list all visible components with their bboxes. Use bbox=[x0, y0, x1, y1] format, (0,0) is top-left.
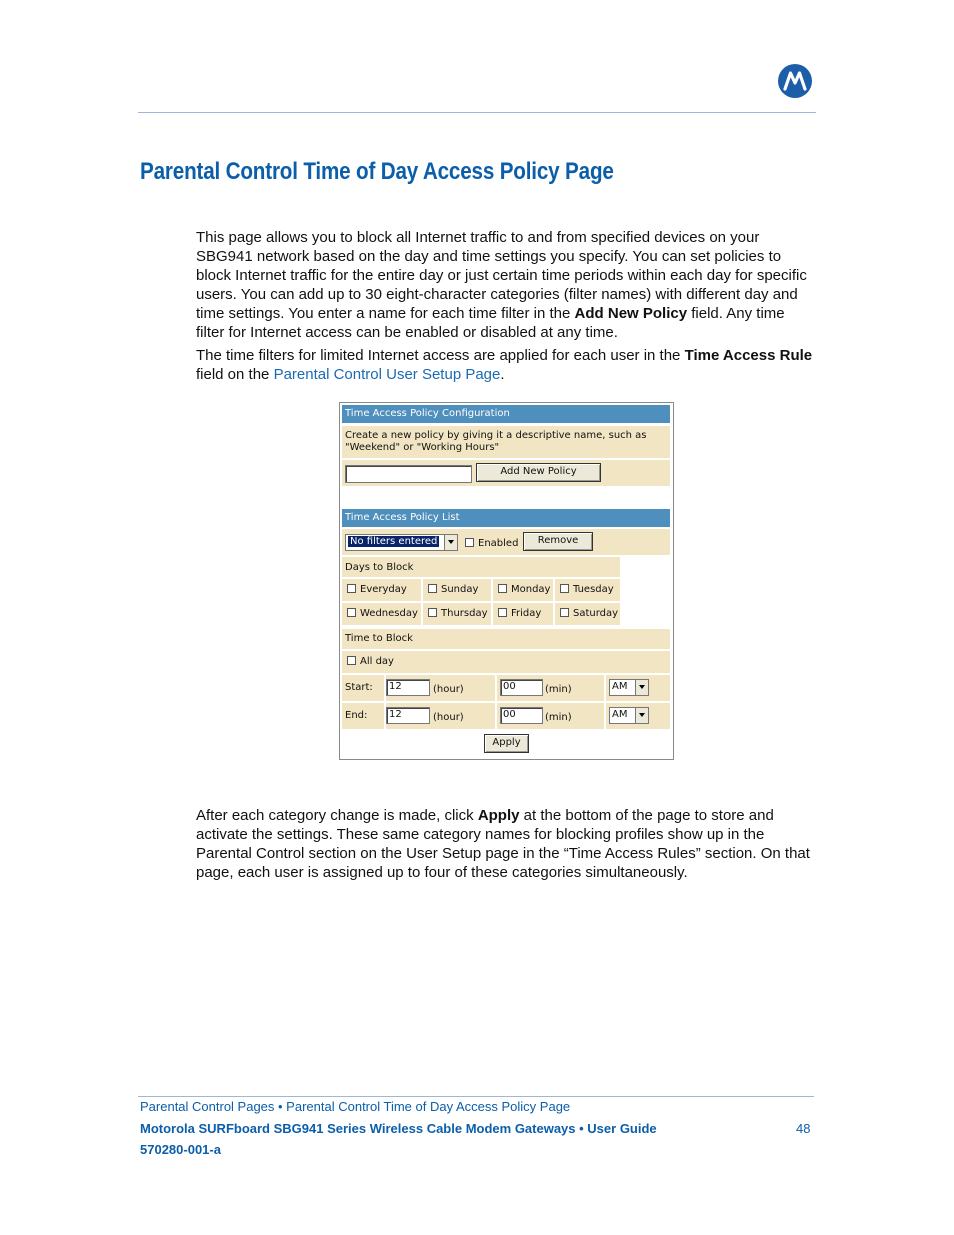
user-setup-page-link[interactable]: Parental Control User Setup Page bbox=[273, 366, 501, 383]
start-hour-cell bbox=[386, 675, 495, 701]
day-label: Tuesday bbox=[573, 584, 614, 595]
day-checkbox-tuesday[interactable] bbox=[560, 584, 614, 595]
footer-rule bbox=[138, 1096, 814, 1097]
end-hour-input[interactable]: 12 bbox=[386, 707, 430, 724]
apply-paragraph bbox=[196, 806, 816, 882]
start-ampm-cell bbox=[606, 675, 670, 701]
list-header: Time Access Policy List bbox=[342, 509, 670, 527]
chevron-down-icon bbox=[444, 535, 457, 550]
day-cell bbox=[423, 603, 491, 625]
footer-breadcrumb: Parental Control Pages • Parental Control Time of Day Access Policy Page bbox=[140, 1099, 571, 1114]
day-checkbox-thursday[interactable] bbox=[428, 608, 488, 619]
checkbox-icon bbox=[498, 584, 507, 593]
all-day-cell bbox=[342, 651, 670, 673]
motorola-logo-icon bbox=[778, 64, 812, 98]
checkbox-icon bbox=[560, 608, 569, 617]
apply-text-end: at the bottom of the page to store and activate the settings. These same category names for blocking profiles show up in the Parental Control section on the User Setup page in the “Time Access Rules” section. On that page, each user is assigned up to four of these categories simultaneously. bbox=[196, 807, 810, 881]
chevron-down-icon bbox=[635, 708, 648, 723]
day-cell bbox=[555, 579, 620, 601]
config-header: Time Access Policy Configuration bbox=[342, 405, 670, 423]
start-minute-input[interactable]: 00 bbox=[500, 679, 543, 696]
end-hour-cell bbox=[386, 703, 495, 729]
checkbox-icon bbox=[347, 584, 356, 593]
end-ampm-value: AM bbox=[612, 709, 628, 720]
end-ampm-select[interactable] bbox=[609, 707, 649, 724]
all-day-label: All day bbox=[360, 656, 394, 667]
config-description-cell bbox=[342, 426, 670, 458]
hour-unit-label: (hour) bbox=[433, 684, 464, 695]
enabled-label: Enabled bbox=[478, 538, 519, 549]
day-label: Saturday bbox=[573, 608, 619, 619]
day-cell bbox=[423, 579, 491, 601]
add-policy-cell bbox=[342, 460, 670, 486]
remove-button[interactable]: Remove bbox=[523, 532, 593, 551]
page-number: 48 bbox=[796, 1121, 811, 1136]
start-ampm-select[interactable] bbox=[609, 679, 649, 696]
checkbox-icon bbox=[560, 584, 569, 593]
rule-paragraph bbox=[196, 346, 816, 384]
day-cell bbox=[493, 579, 553, 601]
day-cell bbox=[342, 603, 421, 625]
day-label: Wednesday bbox=[360, 608, 418, 619]
day-label: Friday bbox=[511, 608, 542, 619]
apply-text: After each category change is made, click bbox=[196, 807, 478, 824]
new-policy-name-input[interactable] bbox=[345, 465, 472, 483]
all-day-checkbox[interactable] bbox=[347, 656, 394, 667]
end-label: End: bbox=[345, 710, 368, 721]
intro-paragraph bbox=[196, 228, 816, 342]
checkbox-icon bbox=[428, 608, 437, 617]
rule-bold-term: Time Access Rule bbox=[684, 347, 813, 364]
end-ampm-cell bbox=[606, 703, 670, 729]
intro-text-end: field. Any time filter for Internet access can be enabled or disabled at any time. bbox=[196, 305, 785, 341]
checkbox-icon bbox=[465, 538, 474, 547]
day-label: Thursday bbox=[441, 608, 488, 619]
hour-unit-label: (hour) bbox=[433, 712, 464, 723]
rule-text: The time filters for limited Internet access are applied for each user in the bbox=[196, 347, 685, 364]
day-label: Monday bbox=[511, 584, 551, 595]
day-checkbox-friday[interactable] bbox=[498, 608, 541, 619]
config-description-line2: "Weekend" or "Working Hours" bbox=[345, 442, 500, 453]
day-cell bbox=[342, 579, 421, 601]
day-label: Sunday bbox=[441, 584, 479, 595]
start-ampm-value: AM bbox=[612, 681, 628, 692]
chevron-down-icon bbox=[635, 680, 648, 695]
time-to-block-label: Time to Block bbox=[345, 633, 413, 644]
day-checkbox-monday[interactable] bbox=[498, 584, 550, 595]
apply-button[interactable]: Apply bbox=[484, 734, 529, 753]
day-cell bbox=[555, 603, 620, 625]
end-minute-input[interactable]: 00 bbox=[500, 707, 543, 724]
checkbox-icon bbox=[498, 608, 507, 617]
start-label-cell bbox=[342, 675, 384, 701]
day-label: Everyday bbox=[360, 584, 407, 595]
apply-bold-term: Apply bbox=[477, 807, 520, 824]
rule-text-mid: field on the bbox=[196, 366, 274, 383]
policy-list-cell bbox=[342, 529, 670, 555]
minute-unit-label: (min) bbox=[545, 712, 572, 723]
end-label-cell bbox=[342, 703, 384, 729]
day-cell bbox=[493, 603, 553, 625]
end-min-cell bbox=[497, 703, 604, 729]
page-title: Parental Control Time of Day Access Policy Page bbox=[140, 158, 614, 185]
header-rule bbox=[138, 112, 816, 113]
start-label: Start: bbox=[345, 682, 373, 693]
day-checkbox-wednesday[interactable] bbox=[347, 608, 418, 619]
rule-text-end: . bbox=[500, 366, 505, 383]
day-checkbox-sunday[interactable] bbox=[428, 584, 478, 595]
policy-select-value: No filters entered bbox=[350, 536, 438, 547]
policy-select[interactable] bbox=[345, 534, 458, 551]
days-to-block-label: Days to Block bbox=[345, 562, 414, 573]
checkbox-icon bbox=[347, 608, 356, 617]
time-header-cell bbox=[342, 629, 670, 649]
footer-doc-number: 570280-001-a bbox=[140, 1142, 221, 1157]
day-checkbox-saturday[interactable] bbox=[560, 608, 618, 619]
intro-bold-term: Add New Policy bbox=[574, 305, 688, 322]
days-header-cell bbox=[342, 557, 620, 577]
intro-text: This page allows you to block all Internet traffic to and from specified devices on your SBG941 network based on the day and time settings you specify. You can set policies to block Internet traffic for the entire day or just certain time periods within each day for specific users. You can add up to 30 eight-character categories (filter names) with different day and time settings. You enter a name for each time filter in the bbox=[196, 229, 807, 322]
minute-unit-label: (min) bbox=[545, 684, 572, 695]
day-checkbox-everyday[interactable] bbox=[347, 584, 407, 595]
config-description-line1: Create a new policy by giving it a descriptive name, such as bbox=[345, 430, 647, 441]
checkbox-icon bbox=[428, 584, 437, 593]
enabled-checkbox[interactable] bbox=[465, 538, 518, 549]
start-min-cell bbox=[497, 675, 604, 701]
start-hour-input[interactable]: 12 bbox=[386, 679, 430, 696]
time-access-policy-screenshot bbox=[339, 402, 674, 760]
checkbox-icon bbox=[347, 656, 356, 665]
add-new-policy-button[interactable]: Add New Policy bbox=[476, 463, 601, 482]
footer-guide-title: Motorola SURFboard SBG941 Series Wireless Cable Modem Gateways • User Guide bbox=[140, 1121, 657, 1136]
